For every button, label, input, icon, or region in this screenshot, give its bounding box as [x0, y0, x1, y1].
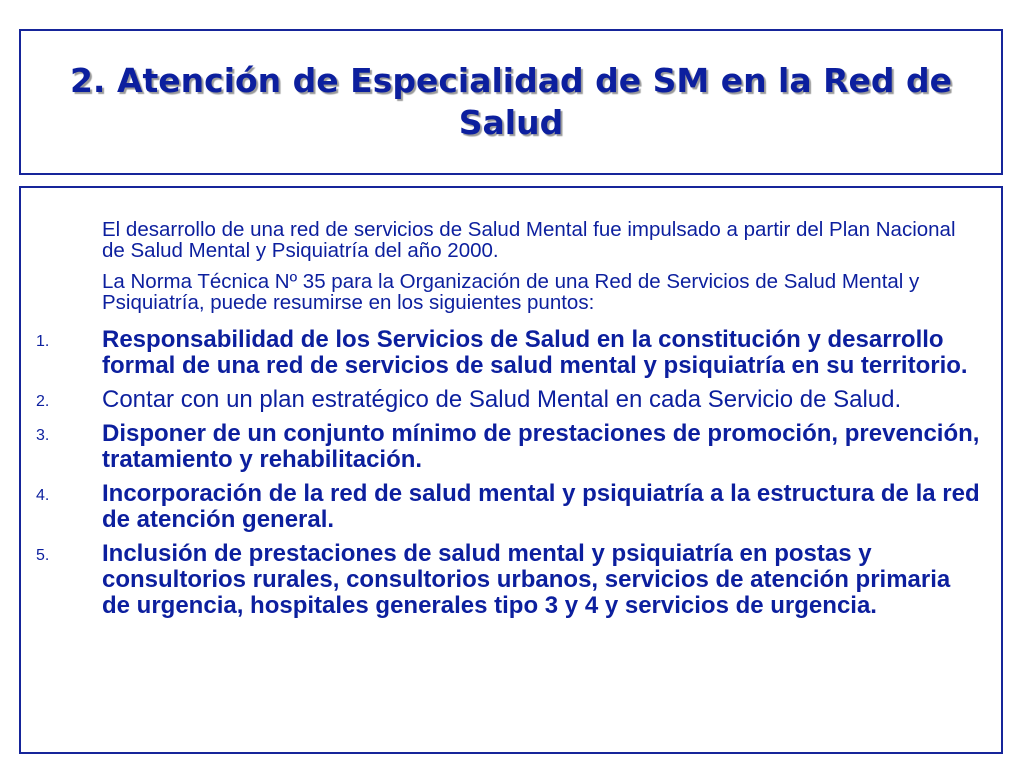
- list-item: [21, 327, 1001, 379]
- slide-title: 2. Atención de Especialidad de SM en la Red de Salud: [69, 61, 953, 142]
- intro-paragraph: La Norma Técnica Nº 35 para la Organización de una Red de Servicios de Salud Mental y Psiquiatría, puede resumirse en los siguientes puntos:: [102, 270, 920, 314]
- list-item-number: 1.: [36, 333, 50, 350]
- list-item: [21, 541, 1001, 619]
- list-item-text: Disponer de un conjunto mínimo de prestaciones de promoción, prevención, tratamiento y rehabilitación.: [102, 420, 980, 473]
- list-item: [21, 387, 1001, 413]
- list-item-text: Inclusión de prestaciones de salud mental y psiquiatría en postas y consultorios rurales, consultorios urbanos, servicios de atención primaria de urgencia, hospitales generales tipo 3 y 4 y servicios de urgencia.: [102, 540, 951, 619]
- list-item: [21, 421, 1001, 473]
- title-box: [19, 29, 1003, 175]
- intro-paragraph: El desarrollo de una red de servicios de Salud Mental fue impulsado a partir del Plan Nacional de Salud Mental y Psiquiatría del año 2000.: [102, 218, 956, 262]
- list-item-number: 2.: [36, 393, 50, 410]
- list-item-number: 3.: [36, 427, 50, 444]
- numbered-list: [21, 327, 1001, 627]
- list-item-number: 4.: [36, 487, 50, 504]
- list-item-text: Incorporación de la red de salud mental y psiquiatría a la estructura de la red de atención general.: [102, 480, 980, 533]
- list-item-number: 5.: [36, 547, 50, 564]
- list-item: [21, 481, 1001, 533]
- list-item-text: Responsabilidad de los Servicios de Salud en la constitución y desarrollo formal de una red de servicios de salud mental y psiquiatría en su territorio.: [102, 326, 968, 379]
- list-item-text: Contar con un plan estratégico de Salud Mental en cada Servicio de Salud.: [102, 386, 902, 413]
- content-box: [19, 186, 1003, 754]
